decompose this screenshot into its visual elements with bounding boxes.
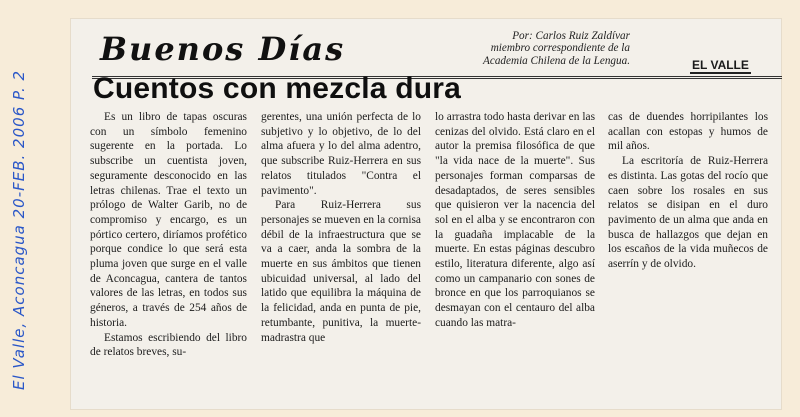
paragraph: Estamos escribiendo del libro de relatos breves, su- bbox=[90, 331, 247, 359]
paragraph: cas de duendes horripilantes los acallan con estopas y humos de mil años. bbox=[608, 111, 768, 153]
byline bbox=[400, 30, 630, 67]
section-title: Buenos Días bbox=[100, 30, 346, 68]
paragraph: Es un libro de tapas oscuras con un símbolo femenino sugerente en la portada. Lo subscribe un cuentista joven, seguramente desconocido en las letras chilenas. Trae el texto un prólogo de Walter Garib, no de compromiso y encargo, es un pórtico certero, diríamos profético porque condice lo que será esta pluma joven que surge en el valle de Aconcagua, cantera de tantos valores de las letras, en todos sus géneros, a través de 254 años de historia. bbox=[90, 111, 247, 329]
article-headline: Cuentos con mezcla dura bbox=[93, 72, 462, 105]
article-column-2 bbox=[261, 110, 421, 345]
byline-role: miembro correspondiente de la bbox=[490, 42, 630, 55]
paragraph: La escritoría de Ruiz-Herrera es distinta. Las gotas del rocío que caen sobre los rosales en sus relatos se disipan en el duro pavimento de un alma que anda en busca de hallazgos que dejan en los escaños de la vida muñecos de aserrín y de olvido. bbox=[608, 155, 768, 271]
handwritten-source-note: El Valle, Aconcagua 20-FEB. 2006 P. 2 bbox=[10, 69, 28, 390]
newspaper-name-badge: EL VALLE bbox=[692, 58, 749, 72]
article-column-4 bbox=[608, 110, 768, 272]
article-column-1 bbox=[90, 110, 247, 360]
paragraph: Para Ruiz-Herrera sus personajes se mueven en la cornisa débil de la infraestructura que se va a caer, anda la sombra de la muerte en sus ámbitos que tienen ubicuidad universal, al lado del latido que equilibra la máquina de la felicidad, anda en punta de pie, retumbante, punitiva, la muerte-madrastra que bbox=[261, 199, 421, 344]
article-column-3 bbox=[435, 110, 595, 331]
paragraph: gerentes, una unión perfecta de lo subjetivo y lo objetivo, de lo del alma afuera y lo del alma adentro, que subscribe Ruiz-Herrera en sus relatos titulados "Contra el pavimento". bbox=[261, 111, 421, 197]
byline-author: Por: Carlos Ruiz Zaldívar bbox=[512, 30, 630, 42]
byline-academy: Academia Chilena de la Lengua. bbox=[483, 54, 630, 67]
paragraph: lo arrastra todo hasta derivar en las cenizas del olvido. Está claro en el autor la premisa filosófica de que "la vida nace de la muerte". Sus personajes forman comparsas de desadaptados, de seres sensibles que quisieron ver la nacencia del sol en el alba y se encontraron con la guadaña implacable de la muerte. En estas páginas descubro estilo, literatura diferente, algo así como un campanario con sones de bronce en que los parroquianos se desmayan con el centauro del alba cuando las matra- bbox=[435, 111, 595, 329]
